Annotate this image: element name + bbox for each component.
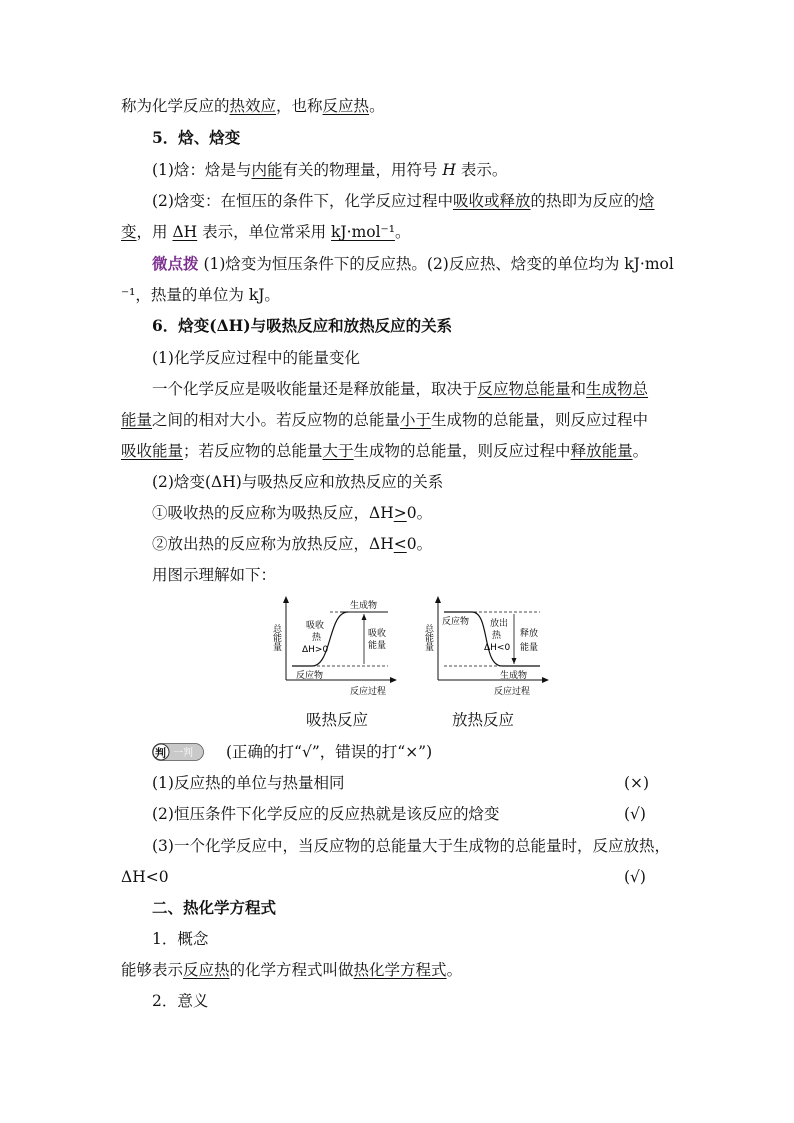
text-line: (2)焓变(ΔH)与吸热反应和放热反应的关系 [152,473,444,491]
curve-label: ΔH>0 [302,645,329,655]
text-line: 称为化学反应的热效应，也称反应热。 [121,97,385,115]
text-line: 变，用 ΔH 表示，单位常采用 kJ·mol⁻¹。 [121,223,411,241]
text-line: 用图示理解如下： [152,566,277,584]
judge-instruction: (正确的打“√”，错误的打“×”) [226,743,433,761]
text-line: (2)焓变：在恒压的条件下，化学反应过程中吸收或释放的热即为反应的焓 [152,192,655,210]
text-line: ①吸收热的反应称为吸热反应，ΔH>0。 [152,504,433,522]
diagram-caption: 放热反应 [452,711,515,729]
text-line: 能够表示反应热的化学方程式叫做热化学方程式。 [121,961,463,979]
text-line: (1)化学反应过程中的能量变化 [152,349,360,367]
top-label: 生成物 [350,601,378,611]
judge-answer: (×) [624,774,650,792]
curve-label: 热 [492,631,502,641]
text-line: 能量之间的相对大小。若反应物的总能量小于生成物的总能量，则反应过程中 [121,411,649,429]
exothermic-diagram [420,594,550,702]
text-line: ⁻¹，热量的单位为 kJ。 [121,286,280,304]
bottom-label: 生成物 [500,671,528,681]
y-axis-label: 总能量 [271,624,281,651]
judge-answer: (√) [624,805,646,823]
bottom-label: 反应物 [296,671,324,681]
tip-label: 微点拨 [152,254,199,273]
tip-line: 微点拨 (1)焓变为恒压条件下的反应热。(2)反应热、焓变的单位均为 kJ·mol [152,254,674,273]
curve-label: 吸收 [306,621,325,631]
text-line: (1)焓：焓是与内能有关的物理量，用符号 H 表示。 [152,161,508,179]
x-axis-label: 反应过程 [350,687,387,697]
judge-question: (1)反应热的单位与热量相同 [152,774,345,792]
badge-char: 判 [155,746,166,760]
section-heading: 6．焓变(ΔH)与吸热反应和放热反应的关系 [152,316,453,335]
curve-label: 热 [312,633,322,643]
endothermic-diagram [268,594,398,702]
text-line: ②放出热的反应称为放热反应，ΔH<0。 [152,535,433,553]
curve-label: 放出 [490,619,509,629]
curve-label: ΔH<0 [484,643,511,653]
judge-question: ΔH<0 [121,868,169,886]
section-heading: 5．焓、焓变 [152,128,241,147]
section-heading: 二、热化学方程式 [152,898,277,917]
top-label: 反应物 [442,617,470,627]
side-label: 释放 [520,629,539,639]
badge-label: 一判 [173,748,193,759]
judge-badge [152,743,204,761]
judge-answer: (√) [624,868,646,886]
subsection-heading: 2．意义 [152,992,209,1010]
diagram-caption: 吸热反应 [306,711,369,729]
subsection-heading: 1．概念 [152,930,209,948]
side-label: 吸收 [368,629,387,639]
text-line: 吸收能量；若反应物的总能量大于生成物的总能量，则反应过程中释放能量。 [121,442,649,460]
side-label: 能量 [368,641,387,651]
y-axis-label: 总能量 [423,624,433,651]
side-label: 能量 [520,643,539,653]
x-axis-label: 反应过程 [494,687,531,697]
judge-question: (3)一个化学反应中，当反应物的总能量大于生成物的总能量时，反应放热， [152,837,670,855]
judge-question: (2)恒压条件下化学反应的反应热就是该反应的焓变 [152,805,500,823]
text-line: 一个化学反应是吸收能量还是释放能量，取决于反应物总能量和生成物总 [152,380,649,398]
